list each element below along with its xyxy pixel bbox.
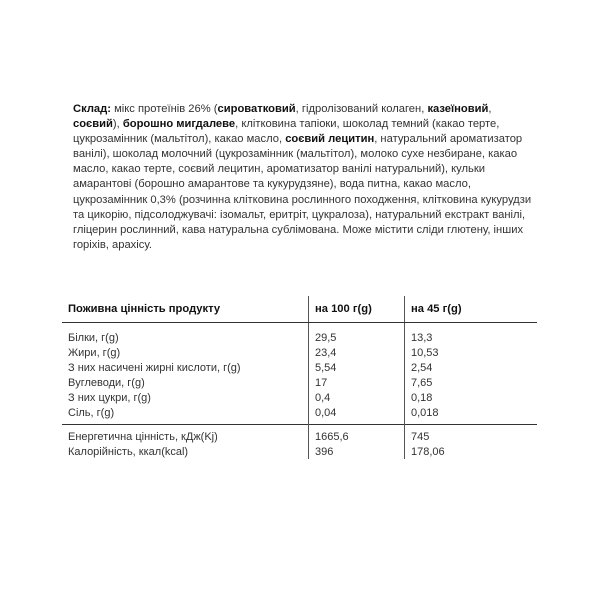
ingredient-highlight: борошно мигдалеве	[122, 118, 236, 131]
table-row	[62, 425, 537, 444]
nutrient-name: Сіль, г(g)	[68, 406, 115, 419]
nutrient-name: Калорійність, ккал(kcal)	[68, 445, 189, 458]
ingredient-text-segment: , натуральний ароматизатор ванілі), шоколад молочний (цукрозамінник (мальтітол), молоко сухе незбиране, какао масло, какао терте, соєвий лецитин, ароматизатор ванілі натуральний), кульки амарантові (борошно амарантове та кукурудзяне), вода питна, какао масло, цукрозамінник 0,3% (розчинна клітковина рослинного походження, клітковина кукурудзи та цикорію, підсолоджувачі: ізомальт, еритріт, цукралоза), натуральний екстракт ванілі, гліцерин рослинний, кава натуральна сублімована. Може містити сліди глютену, інших горіхів, арахісу.	[73, 133, 532, 251]
table-row	[62, 346, 537, 361]
value-per-100g: 29,5	[309, 323, 405, 346]
table-row	[62, 323, 537, 346]
value-per-45g: 178,06	[405, 444, 538, 459]
nutrition-header-row	[62, 296, 537, 323]
ingredient-text-segment: мікс протеїнів 26% (	[110, 103, 218, 115]
ingredients-label: Склад:	[73, 103, 111, 115]
table-row	[62, 444, 537, 459]
ingredient-text-segment: , клітковина тапіоки, шоколад темний (какао терте, цукрозамінник (мальтітол), какао масло,	[73, 118, 500, 146]
value-per-100g: 1665,6	[309, 425, 405, 444]
table-row	[62, 361, 537, 376]
ingredient-highlight: сироватковий	[217, 103, 296, 115]
value-per-45g: 745	[405, 425, 538, 444]
value-per-100g: 396	[309, 444, 405, 459]
value-per-45g: 2,54	[405, 361, 538, 376]
nutrient-name: З них насичені жирні кислоти, г(g)	[68, 362, 241, 375]
nutrition-table-container	[62, 296, 537, 459]
ingredients-paragraph	[73, 102, 541, 253]
nutrient-name: Вуглеводи, г(g)	[68, 377, 145, 390]
ingredient-text-segment: ,	[488, 103, 492, 115]
table-row	[62, 405, 537, 424]
header-per-45g: на 45 г(g)	[405, 296, 538, 323]
value-per-45g: 13,3	[405, 323, 538, 346]
value-per-45g: 7,65	[405, 376, 538, 391]
nutrient-name: Жири, г(g)	[68, 347, 121, 360]
value-per-100g: 0,04	[309, 405, 405, 424]
header-nutrient: Поживна цінність продукту	[62, 296, 309, 323]
ingredient-highlight: соєвий лецитин	[285, 133, 375, 146]
ingredient-text-segment: ),	[112, 118, 123, 131]
nutrient-name: З них цукри, г(g)	[68, 392, 151, 404]
value-per-45g: 10,53	[405, 346, 538, 361]
value-per-45g: 0,18	[405, 391, 538, 406]
ingredient-highlight: соєвий	[73, 118, 113, 131]
table-row	[62, 391, 537, 406]
nutrient-name: Енергетична цінність, кДж(Kj)	[62, 425, 309, 444]
value-per-100g: 5,54	[309, 361, 405, 376]
value-per-100g: 23,4	[309, 346, 405, 361]
value-per-45g: 0,018	[405, 405, 538, 424]
table-row	[62, 376, 537, 391]
ingredient-highlight: казеїновий	[427, 103, 489, 115]
value-per-100g: 17	[309, 376, 405, 391]
ingredient-text-segment: , гідролізований колаген,	[295, 103, 428, 115]
ingredients-text	[73, 103, 531, 251]
nutrient-name: Білки, г(g)	[68, 332, 119, 345]
header-per-100g: на 100 г(g)	[309, 296, 405, 323]
value-per-100g: 0,4	[309, 391, 405, 406]
nutrition-table	[62, 296, 537, 459]
